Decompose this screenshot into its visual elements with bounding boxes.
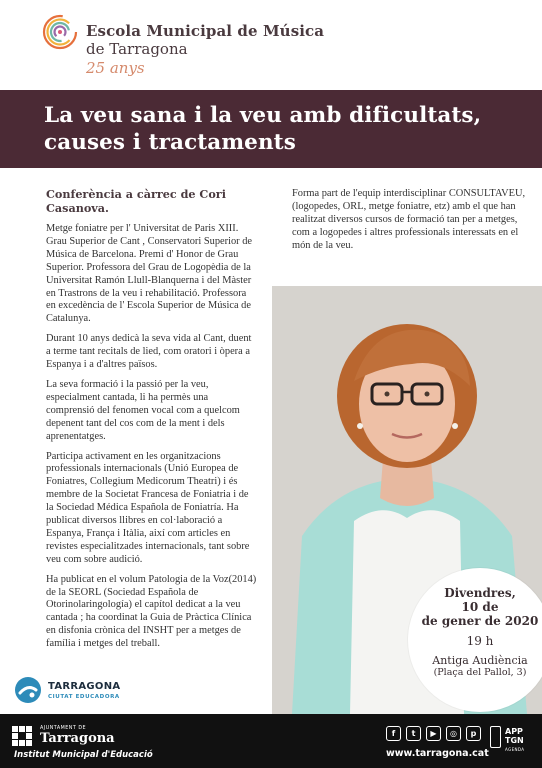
event-info-badge: [408, 568, 542, 712]
website-link[interactable]: www.tarragona.cat: [386, 748, 489, 759]
page-title: [44, 102, 542, 156]
app-line2: TGN: [505, 736, 524, 745]
event-time: 19 h: [466, 634, 494, 648]
event-date-month: de gener de 2020: [421, 614, 539, 628]
school-name-line2: de Tarragona: [86, 40, 188, 58]
ajuntament-name: Tarragona: [40, 731, 115, 746]
page-title-line2: causes i tractaments: [44, 130, 296, 155]
ajuntament-crest-icon: [12, 726, 32, 746]
bio-paragraph-5: Ha publicat en el volum Patologia de la Voz(2014) de la SEORL (Sociedad Española de Otorinolaringología) el capítol dedicat a la veu cantada ; ha coordinat la Guia de Pràctica Clínica en disfonia crònica del INSHT per a metges de família i metges del treball.: [46, 573, 257, 650]
bio-paragraph-3: La seva formació i la passió per la veu, especialment cantada, li ha permès una comprensió del fenomen vocal com a quelcom depenent tant del cos com de la ment i dels aprenentatges.: [46, 378, 240, 442]
tce-name: TARRAGONA: [48, 681, 121, 692]
institute-name: Institut Municipal d'Educació: [14, 750, 153, 760]
facebook-icon[interactable]: f: [386, 726, 401, 741]
school-name-line1: Escola Municipal de Música: [86, 22, 325, 40]
youtube-icon[interactable]: ▶: [426, 726, 441, 741]
pinterest-icon[interactable]: p: [466, 726, 481, 741]
title-band: [0, 90, 542, 168]
bio-paragraph-2: Durant 10 anys dedicà la seva vida al Cant, duent a terme tant recitals de lied, com oratori i òpera a Espanya i a d'altres països.: [46, 333, 252, 371]
app-label: [505, 727, 524, 745]
anniversary-label: 25 anys: [86, 59, 145, 77]
twitter-icon[interactable]: t: [406, 726, 421, 741]
page-title-line1: La veu sana i la veu amb dificultats,: [44, 103, 482, 128]
app-subtitle: AGENDA: [505, 747, 525, 752]
social-links: [386, 726, 481, 741]
speaker-bio: [46, 188, 258, 658]
consultaveu-paragraph: Forma part de l'equip interdisciplinar CONSULTAVEU, (logopedes, ORL, metge foniatre, etz) amb el que han realitzat diversos cursos de formació tan per a metges, com a logopedes i altres professionals interessats en el món de la veu.: [292, 188, 526, 251]
footer: [0, 714, 542, 768]
bio-paragraph-1: Metge foniatre per l' Universitat de Paris XIII. Grau Superior de Cant , Conservatori Superior de Música de Barcelona. Premi d' Honor de Grau Superior. Professora del Grau de Logopèdia de la Universitat Ramón Llull-Blanquerna i del Màster en Trastrons de la veu i rehabilitació. Professora en excedència de l' Escola Superior de Música de Catalunya.: [46, 223, 253, 325]
ajuntament-label: AJUNTAMENT DE: [40, 726, 87, 731]
event-place: Antiga Audiència: [432, 654, 528, 667]
ciutat-educadora-icon: [14, 676, 42, 704]
event-day: Divendres,: [444, 586, 516, 600]
event-date-num: 10 de: [461, 600, 499, 614]
school-name: [86, 22, 324, 78]
right-column-text: [292, 188, 528, 253]
header: [0, 0, 542, 90]
instagram-icon[interactable]: ◎: [446, 726, 461, 741]
phone-icon: [490, 726, 501, 748]
app-line1: APP: [505, 727, 523, 736]
speaker-subhead: Conferència a càrrec de Cori Casanova.: [46, 187, 226, 215]
event-address: (Plaça del Pallol, 3): [433, 667, 527, 678]
tce-subtitle: CIUTAT EDUCADORA: [48, 694, 120, 700]
concentric-rings-logo-icon: [42, 14, 78, 50]
bio-paragraph-4: Participa activament en les organitzacions professionals internacionals (Unió Europea de Foniatres, Collegium Medicorum Theatri) i és membre de la Societat Francesa de Foniatria i de la Sociedad Médica Española de Foniatría. Ha publicat diversos llibres en col·laboració a Espanya, França i Itàlia, així com articles en revistes especialitzades internacionals, tant sobre veu com sobre audició.: [46, 450, 250, 565]
